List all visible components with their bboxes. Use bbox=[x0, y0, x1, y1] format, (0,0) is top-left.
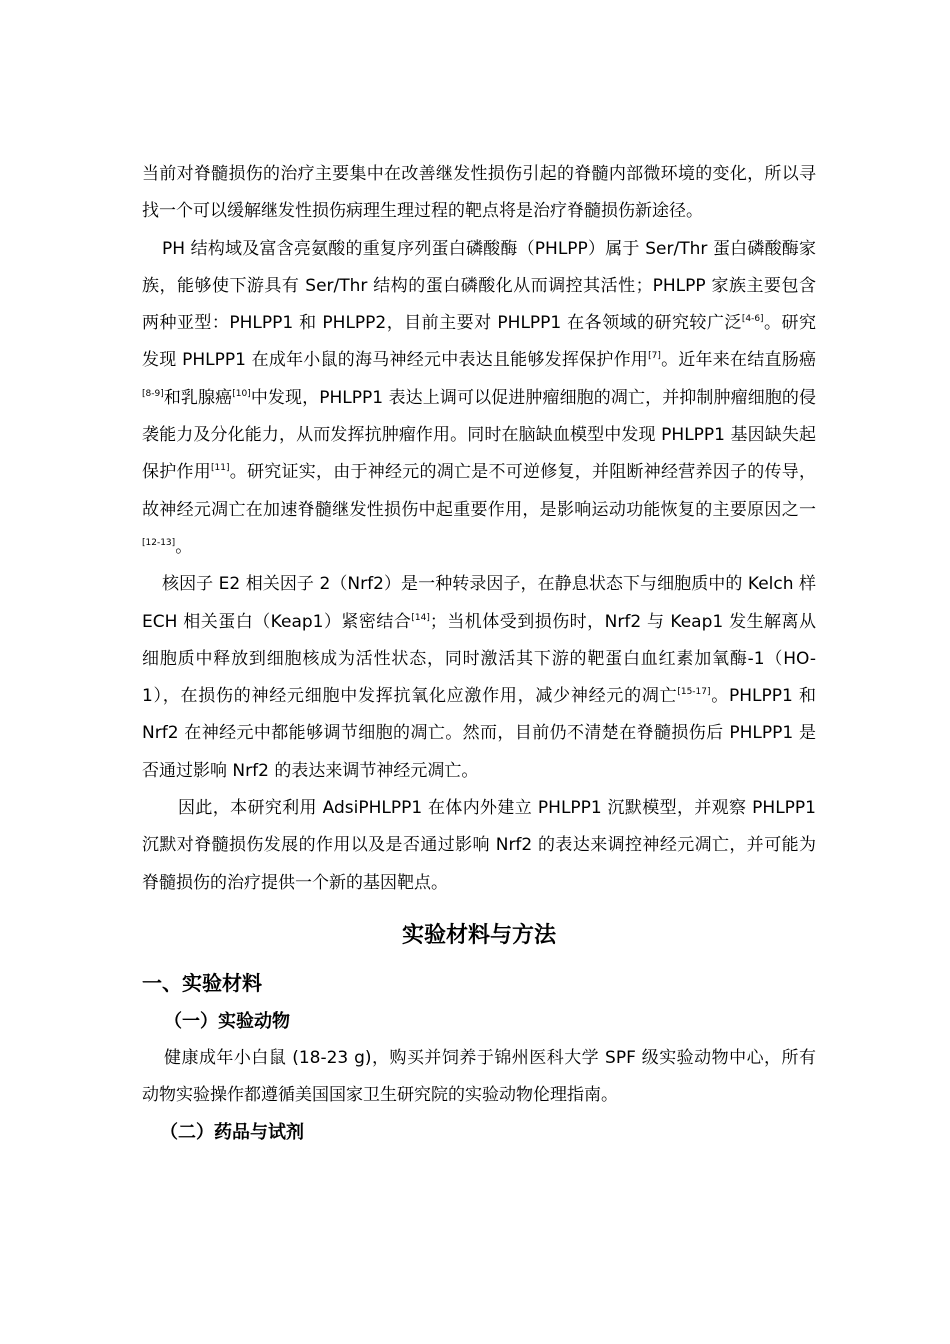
paragraph-text: 。研究证实，由于神经元的凋亡是不可逆修复，并阻断神经营养因子的传导，故神经元凋亡在加速脊髓继发性损伤中起重要作用，是影响运动功能恢复的主要原因之一 bbox=[142, 462, 817, 520]
citation: [8-9] bbox=[142, 388, 164, 399]
section-title: 实验材料与方法 bbox=[401, 922, 556, 948]
paragraph-text: 中发现，PHLPP1 表达上调可以促进肿瘤细胞的凋亡，并抑制肿瘤细胞的侵袭能力及分化能力，从而发挥抗肿瘤作用。同时在脑缺血模型中发现 PHLPP1 基因缺失起保护作用 bbox=[142, 387, 817, 483]
citation: [7] bbox=[648, 351, 661, 362]
paragraph-nrf2 bbox=[142, 566, 816, 790]
heading-animals: （一）实验动物 bbox=[164, 1010, 290, 1032]
paragraph-animals: 健康成年小白鼠 (18-23 g)，购买并饲养于锦州医科大学 SPF 级实验动物中心，所有动物实验操作都遵循美国国家卫生研究院的实验动物伦理指南。 bbox=[142, 1047, 816, 1106]
paragraph-phlpp bbox=[142, 231, 816, 567]
paragraph-text: 核因子 E2 相关因子 2（Nrf2）是一种转录因子，在静息状态下与细胞质中的 Kelch 样 ECH 相关蛋白（Keap1）紧密结合 bbox=[142, 574, 816, 632]
paragraph-text: 。研究发现 PHLPP1 在成年小鼠的海马神经元中表达且能够发挥保护作用 bbox=[142, 313, 816, 371]
citation: [14] bbox=[411, 612, 430, 623]
paragraph-text: ；当机体受到损伤时，Nrf2 与 Keap1 发生解离从细胞质中释放到细胞核成为活性状态，同时激活其下游的靶蛋白血红素加氧酶-1（HO-1），在损伤的神经元细胞中发挥抗氧化应激作用，减少神经元的凋亡 bbox=[142, 611, 816, 707]
citation: [11] bbox=[211, 463, 230, 474]
paragraph-text: 。近年来在结直肠癌 bbox=[660, 350, 816, 371]
paragraph-text: 。PHLPP1 和 Nrf2 在神经元中都能够调节细胞的凋亡。然而，目前仍不清楚在脊髓损伤后 PHLPP1 是否通过影响 Nrf2 的表达来调节神经元凋亡。 bbox=[142, 686, 816, 781]
citation: [10] bbox=[232, 388, 251, 399]
heading-materials: 一、实验材料 bbox=[142, 970, 262, 995]
paragraph-text: 和乳腺癌 bbox=[163, 387, 233, 408]
citation: [12-13] bbox=[142, 537, 176, 548]
paragraph-aim: 因此，本研究利用 AdsiPHLPP1 在体内外建立 PHLPP1 沉默模型，并观察 PHLPP1 沉默对脊髓损伤发展的作用以及是否通过影响 Nrf2 的表达来调控神经元凋亡，并可能为脊髓损伤的治疗提供一个新的基因靶点。 bbox=[142, 798, 816, 893]
citation: [4-6] bbox=[741, 314, 764, 325]
paragraph-intro: 当前对脊髓损伤的治疗主要集中在改善继发性损伤引起的脊髓内部微环境的变化，所以寻找一个可以缓解继发性损伤病理生理过程的靶点将是治疗脊髓损伤新途径。 bbox=[142, 164, 816, 222]
paragraph-text: 。 bbox=[175, 536, 193, 557]
citation: [15-17] bbox=[677, 687, 711, 698]
heading-reagents: （二）药品与试剂 bbox=[160, 1121, 304, 1143]
document-page bbox=[142, 156, 816, 1151]
paragraph-text: PH 结构域及富含亮氨酸的重复序列蛋白磷酸酶（PHLPP）属于 Ser/Thr 蛋白磷酸酶家族，能够使下游具有 Ser/Thr 结构的蛋白磷酸化从而调控其活性；PHLPP 家族主要包含两种亚型：PHLPP1 和 PHLPP2，目前主要对 PHLPP1 在各领域的研究较广泛 bbox=[142, 238, 816, 334]
